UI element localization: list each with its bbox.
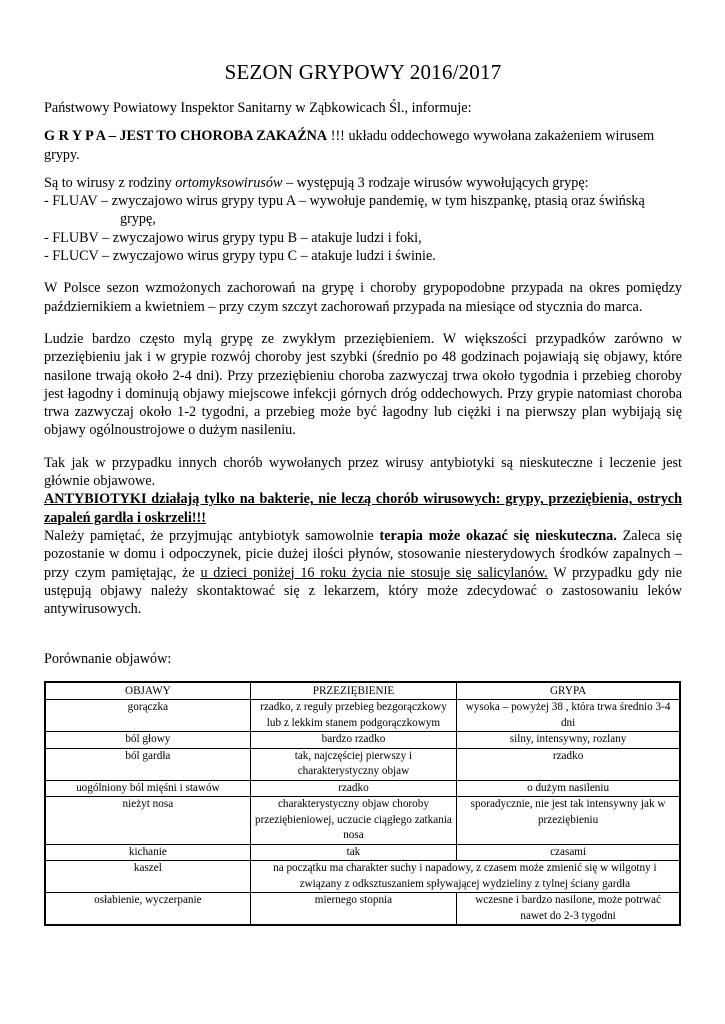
flu-cell: wczesne i bardzo nasilone, może potrwać nawet do 2-3 tygodni xyxy=(457,893,680,926)
treatment-paragraph xyxy=(44,527,682,618)
header-flu: GRYPA xyxy=(457,682,680,700)
season-paragraph: W Polsce sezon wzmożonych zachorowań na grypę i choroby grypopodobne przypada na okres pomiędzy październikiem a kwietniem – przy czym szczyt zachorowań przypada na miesiące od stycznia do marca. xyxy=(44,280,682,315)
symptom-cell: osłabienie, wyczerpanie xyxy=(45,893,250,926)
viruses-intro-text: Są to wirusy z rodziny xyxy=(44,174,176,191)
header-cold: PRZEZIĘBIENIE xyxy=(250,682,456,700)
headline-rest: !!! układu oddechowego wywołana zakażeniem wirusem grypy. xyxy=(44,128,655,163)
cold-cell: tak xyxy=(250,844,456,861)
symptom-cell: kichanie xyxy=(45,844,250,861)
table-row xyxy=(45,844,680,861)
virus-item-a: - FLUAV – zwyczajowo wirus grypy typu A – wywołuje pandemię, w tym hiszpankę, ptasią oraz świńską grypę, xyxy=(44,193,645,228)
treatment-bold: terapia może okazać się nieskuteczna. xyxy=(379,527,617,544)
confusion-paragraph: Ludzie bardzo często mylą grypę ze zwykłym przeziębieniem. W większości przypadków zarówno w przeziębieniu jak i w grypie rozwój choroby jest szybki (średnio po 48 godzinach pojawiają się objawy, które nasilone trwają około 2-4 dni). Przy przeziębieniu choroba zazwyczaj trwa około tygodnia i przebieg choroby jest łagodny i dominują objawy miejscowe infekcji górnych dróg oddechowych. Przy grypie natomiast choroba trwa zazwyczaj około 1-2 tygodni, a przebieg może być łagodny lub ciężki i na pierwszy plan wybijają się objawy ogólnoustrojowe o dużym nasileniu. xyxy=(44,330,682,439)
symptom-cell: ból gardła xyxy=(45,748,250,780)
flu-cell: czasami xyxy=(457,844,680,861)
table-row xyxy=(45,732,680,749)
symptom-cell: uogólniony ból mięśni i stawów xyxy=(45,780,250,797)
cold-cell: tak, najczęściej pierwszy i charakterystyczny objaw xyxy=(250,748,456,780)
viruses-family: ortomyksowirusów xyxy=(175,174,283,191)
flu-cell: silny, intensywny, rozlany xyxy=(457,732,680,749)
table-header-row xyxy=(45,682,680,700)
flu-cell: wysoka – powyżej 38 , która trwa średnio 3-4 dni xyxy=(457,700,680,732)
headline-paragraph xyxy=(44,127,682,164)
headline-bold: G R Y P A – JEST TO CHOROBA ZAKAŹNA xyxy=(44,128,328,145)
treatment-text-1: Należy pamiętać, że przyjmując antybiotyk samowolnie xyxy=(44,527,380,544)
flu-cell: sporadycznie, nie jest tak intensywny jak w przeziębieniu xyxy=(457,797,680,845)
symptoms-table xyxy=(44,681,681,927)
table-row xyxy=(45,700,680,732)
shared-cell: na początku ma charakter suchy i napadowy, z czasem może zmienić się w wilgotny i związany z odksztuszaniem spływającej wydzieliny z tylnej ściany gardła xyxy=(250,861,680,893)
table-row xyxy=(45,861,680,893)
symptom-cell: ból głowy xyxy=(45,732,250,749)
symptom-cell: kaszel xyxy=(45,861,250,893)
virus-item-b: - FLUBV – zwyczajowo wirus grypy typu B – atakuje ludzi i foki, xyxy=(44,229,422,246)
treatment-underlined: u dzieci poniżej 16 roku życia nie stosuje się salicylanów. xyxy=(200,564,548,581)
symptom-cell: nieżyt nosa xyxy=(45,797,250,845)
cold-cell: rzadko, z reguły przebieg bezgorączkowy lub z lekkim stanem podgorączkowym xyxy=(250,700,456,732)
viruses-intro-rest: – występują 3 rodzaje wirusów wywołujących grypę: xyxy=(282,174,589,191)
header-symptoms: OBJAWY xyxy=(45,682,250,700)
intro-line: Państwowy Powiatowy Inspektor Sanitarny w Ząbkowicach Śl., informuje: xyxy=(44,100,472,116)
table-row xyxy=(45,893,680,926)
treatment-text-2: Zaleca się pozostanie w domu i odpoczynek, picie dużej ilości płynów, stosowanie niesterydowych środków zapalnych – przy czym pamiętając, że xyxy=(44,527,683,581)
cold-cell: charakterystyczny objaw choroby przeziębieniowej, uczucie ciągłego zatkania nosa xyxy=(250,797,456,845)
table-row xyxy=(45,748,680,780)
cold-cell: rzadko xyxy=(250,780,456,797)
page-title: SEZON GRYPOWY 2016/2017 xyxy=(224,60,502,84)
flu-cell: rzadko xyxy=(457,748,680,780)
document-page xyxy=(44,60,682,926)
table-row xyxy=(45,797,680,845)
cold-cell: miernego stopnia xyxy=(250,893,456,926)
treatment-text-3: W przypadku gdy nie ustępują objawy należy skontaktować się z lekarzem, który może zdecydować o zastosowaniu leków antywirusowych. xyxy=(44,564,683,618)
virus-item-c: - FLUCV – zwyczajowo wirus grypy typu C – atakuje ludzi i świnie. xyxy=(44,248,436,265)
cold-cell: bardzo rzadko xyxy=(250,732,456,749)
antibiotics-paragraph: Tak jak w przypadku innych chorób wywołanych przez wirusy antybiotyki są nieskuteczne i leczenie jest głównie objawowe. xyxy=(44,454,682,490)
flu-cell: o dużym nasileniu xyxy=(457,780,680,797)
antibiotics-warning: ANTYBIOTYKI działają tylko na bakterie, nie leczą chorób wirusowych: grypy, przeziębienia, ostrych zapaleń gardła i oskrzeli!!! xyxy=(44,491,682,526)
table-row xyxy=(45,780,680,797)
comparison-label: Porównanie objawów: xyxy=(44,651,172,668)
symptom-cell: gorączka xyxy=(45,700,250,732)
viruses-intro xyxy=(44,174,682,192)
